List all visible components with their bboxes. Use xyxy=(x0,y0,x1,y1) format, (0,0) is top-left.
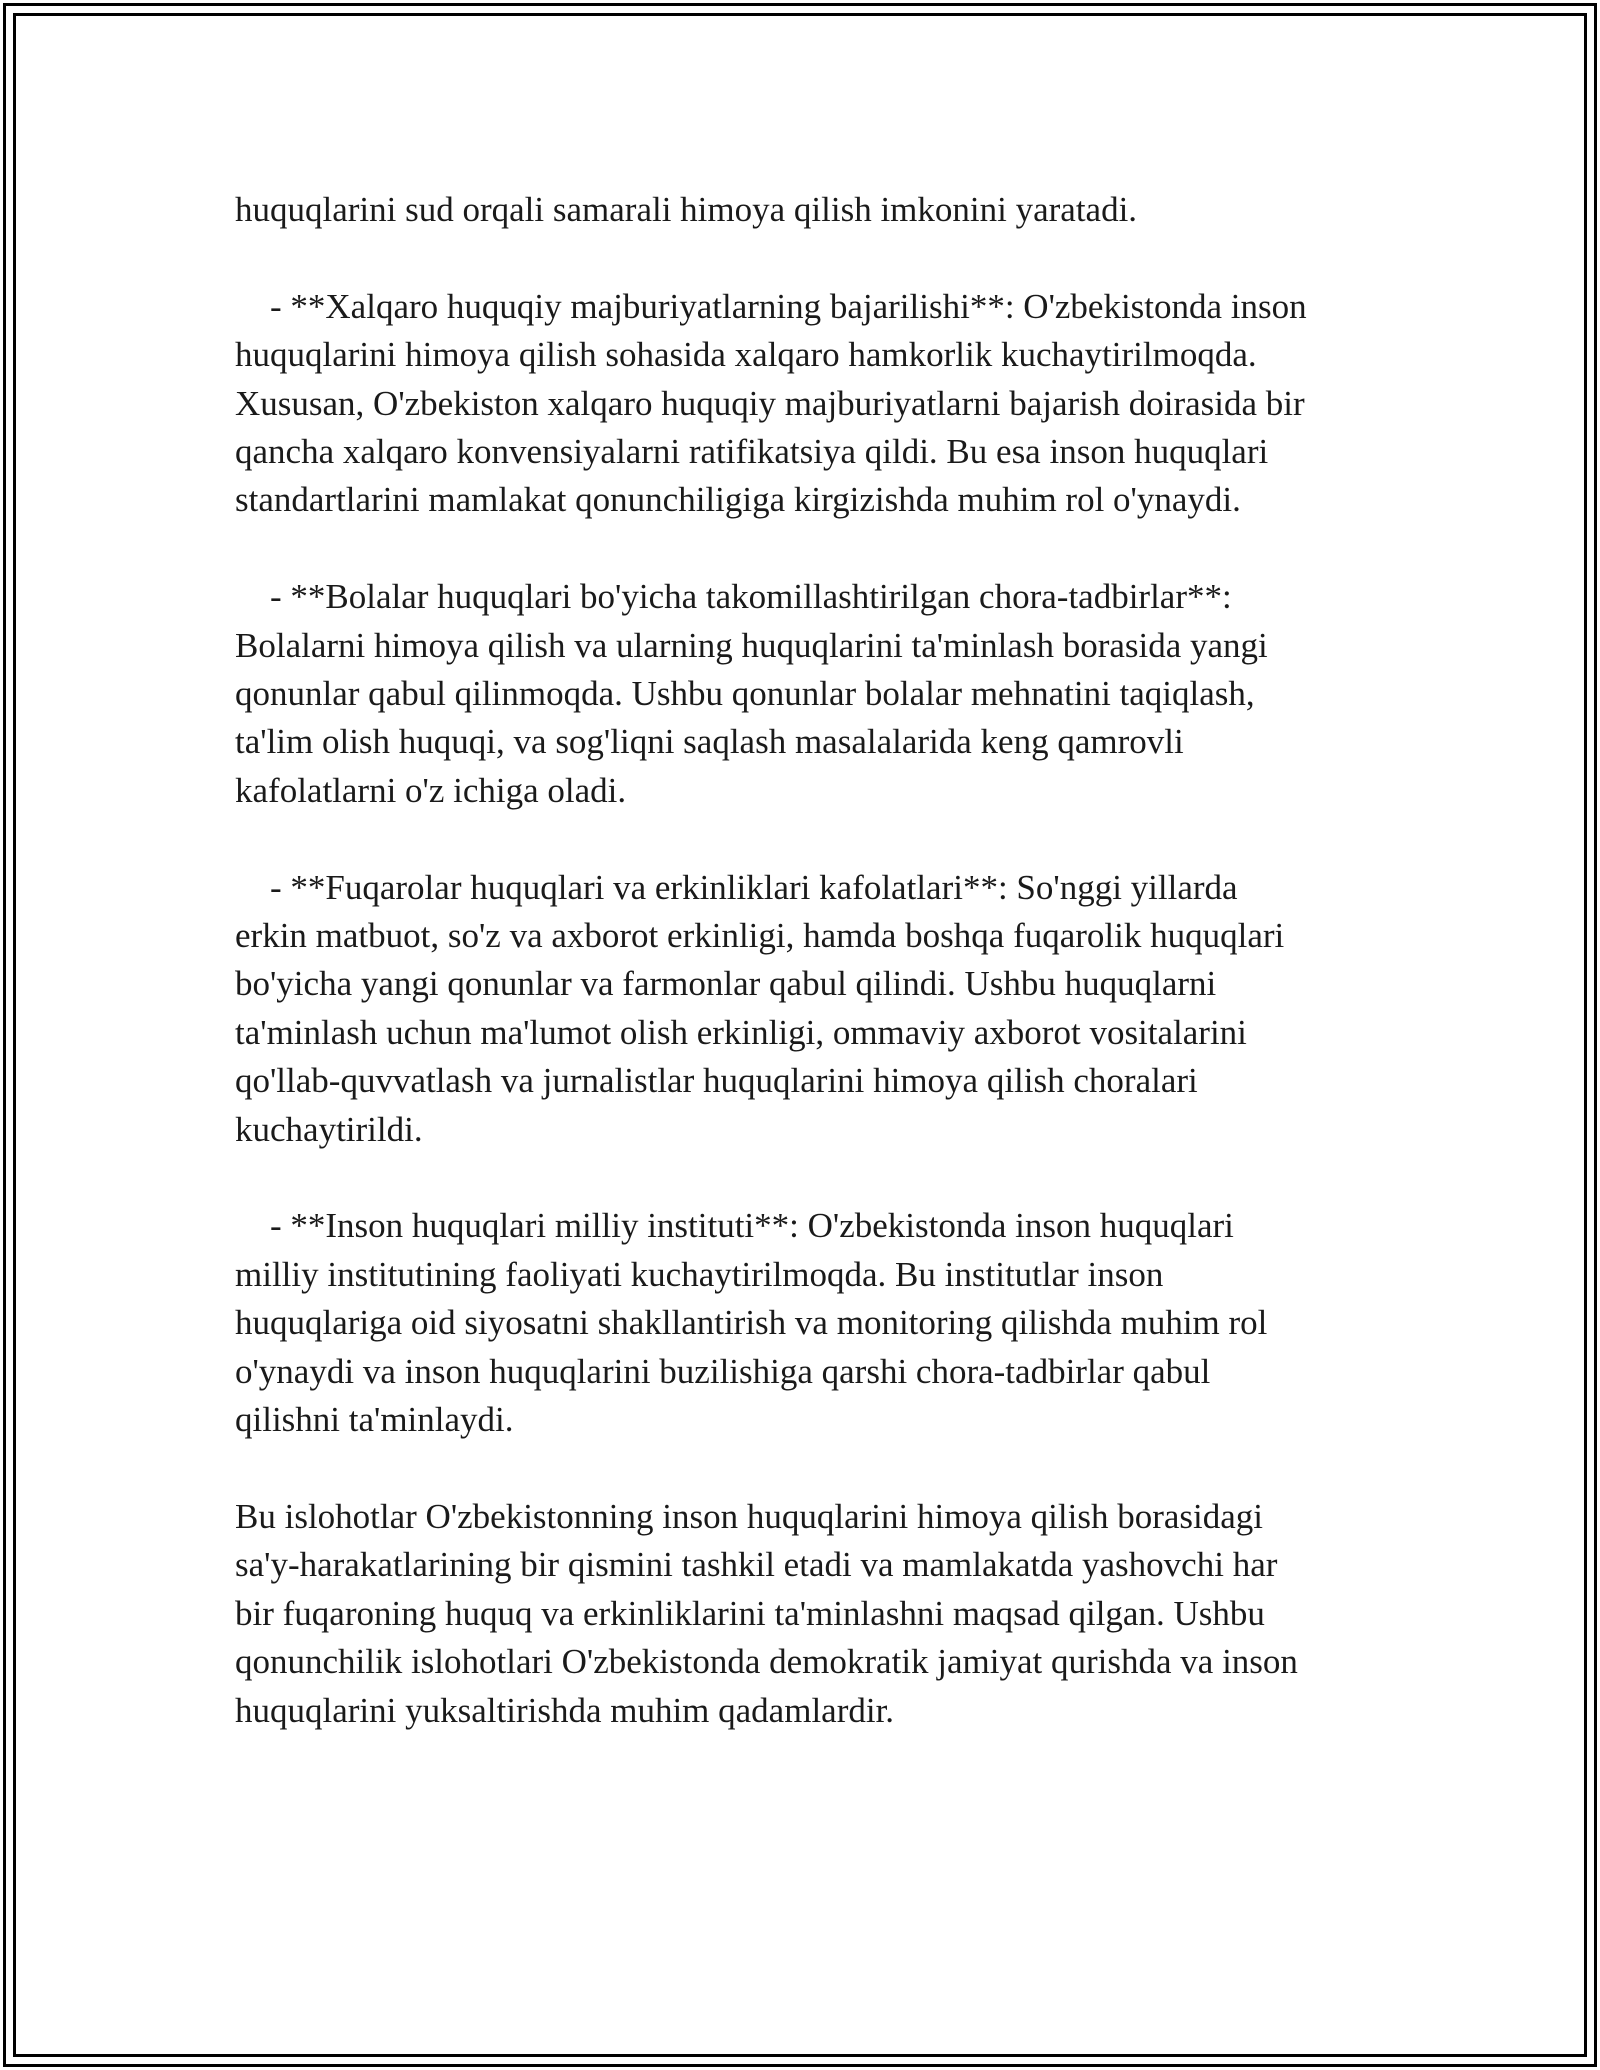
paragraph-children-rights xyxy=(235,573,1395,815)
text-line: - **Bolalar huquqlari bo'yicha takomillashtirilgan chora-tadbirlar**: xyxy=(235,577,1232,617)
paragraph-intro-tail xyxy=(235,186,1395,234)
text-line: Xususan, O'zbekiston xalqaro huquqiy majburiyatlarni bajarish doirasida bir xyxy=(235,383,1305,423)
text-line: sa'y-harakatlarining bir qismini tashkil etadi va mamlakatda yashovchi har xyxy=(235,1545,1278,1585)
text-line: - **Inson huquqlari milliy instituti**: O'zbekistonda inson huquqlari xyxy=(235,1206,1234,1246)
text-line: qonunlar qabul qilinmoqda. Ushbu qonunlar bolalar mehnatini taqiqlash, xyxy=(235,674,1255,714)
paragraph-international-obligations xyxy=(235,283,1395,525)
text-line: qancha xalqaro konvensiyalarni ratifikatsiya qildi. Bu esa inson huquqlari xyxy=(235,432,1269,472)
text-line: kafolatlarni o'z ichiga oladi. xyxy=(235,770,627,810)
text-line: huquqlarini sud orqali samarali himoya qilish imkonini yaratadi. xyxy=(235,190,1138,229)
text-line: huquqlarini himoya qilish sohasida xalqaro hamkorlik kuchaytirilmoqda. xyxy=(235,335,1257,375)
text-line: qo'llab-quvvatlash va jurnalistlar huquqlarini himoya qilish choralari xyxy=(235,1061,1198,1101)
text-line: qilishni ta'minlaydi. xyxy=(235,1400,514,1440)
text-line: standartlarini mamlakat qonunchiligiga kirgizishda muhim rol o'ynaydi. xyxy=(235,480,1241,520)
paragraph-national-institute xyxy=(235,1202,1395,1444)
text-line: - **Xalqaro huquqiy majburiyatlarning bajarilishi**: O'zbekistonda inson xyxy=(235,286,1307,326)
text-line: milliy institutining faoliyati kuchaytirilmoqda. Bu institutlar inson xyxy=(235,1254,1164,1294)
text-line: erkin matbuot, so'z va axborot erkinligi, hamda boshqa fuqarolik huquqlari xyxy=(235,916,1285,956)
text-line: huquqlariga oid siyosatni shakllantirish va monitoring qilishda muhim rol xyxy=(235,1303,1268,1343)
text-line: Bolalarni himoya qilish va ularning huquqlarini ta'minlash borasida yangi xyxy=(235,625,1268,665)
paragraph-conclusion xyxy=(235,1493,1395,1735)
text-line: bir fuqaroning huquq va erkinliklarini ta'minlashni maqsad qilgan. Ushbu xyxy=(235,1593,1265,1633)
text-line: Bu islohotlar O'zbekistonning inson huquqlarini himoya qilish borasidagi xyxy=(235,1496,1264,1536)
text-line: - **Fuqarolar huquqlari va erkinliklari kafolatlari**: So'nggi yillarda xyxy=(235,867,1238,907)
text-line: ta'minlash uchun ma'lumot olish erkinligi, ommaviy axborot vositalarini xyxy=(235,1012,1247,1052)
text-line: o'ynaydi va inson huquqlarini buzilishiga qarshi chora-tadbirlar qabul xyxy=(235,1351,1211,1391)
text-line: ta'lim olish huquqi, va sog'liqni saqlash masalalarida keng qamrovli xyxy=(235,722,1184,762)
text-line: qonunchilik islohotlari O'zbekistonda demokratik jamiyat qurishda va inson xyxy=(235,1642,1298,1682)
document-body xyxy=(235,186,1395,1735)
text-line: huquqlarini yuksaltirishda muhim qadamlardir. xyxy=(235,1690,895,1730)
paragraph-citizen-rights xyxy=(235,864,1395,1154)
text-line: bo'yicha yangi qonunlar va farmonlar qabul qilindi. Ushbu huquqlarni xyxy=(235,964,1217,1004)
text-line: kuchaytirildi. xyxy=(235,1109,423,1149)
